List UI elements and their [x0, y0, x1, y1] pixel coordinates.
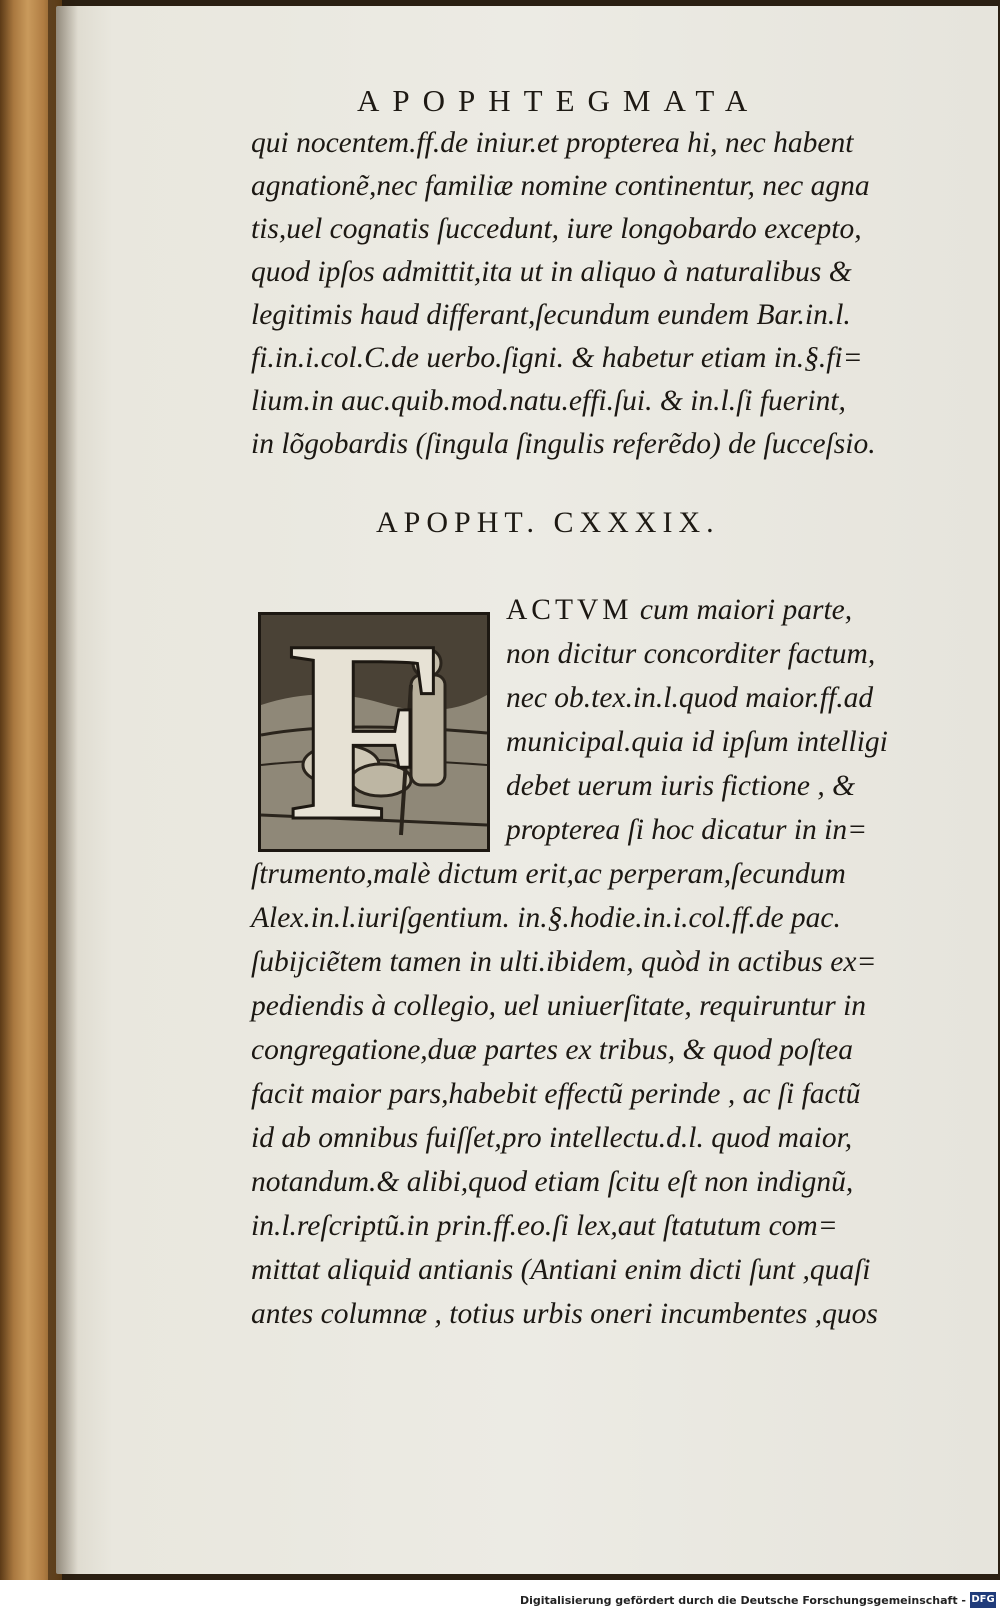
- text-line: agnationẽ,nec familiæ nomine continentur, nec agna: [251, 170, 870, 202]
- text-line: nec ob.tex.in.l.quod maior.ff.ad: [506, 682, 874, 714]
- text-line: municipal.quia id ipſum intelligi: [506, 726, 888, 758]
- text-line-rest: cum maiori parte,: [632, 594, 853, 626]
- text-line: in.l.reſcriptũ.in prin.ff.eo.ſi lex,aut ſtatutum com=: [251, 1210, 838, 1242]
- text-line: in lõgobardis (ſingula ſingulis referẽdo) de ſucceſsio.: [251, 428, 876, 460]
- gutter-shadow: [48, 0, 78, 1580]
- text-line: pediendis à collegio, uel uniuerſitate, requiruntur in: [251, 990, 867, 1022]
- first-word: ACTVM: [506, 594, 633, 626]
- running-head: APOPHTEGMATA: [357, 83, 761, 118]
- text-line: quod ipſos admittit,ita ut in aliquo à naturalibus &: [251, 256, 852, 288]
- text-line: notandum.& alibi,quod etiam ſcitu eſt non indignũ,: [251, 1166, 854, 1198]
- text-line: [506, 594, 852, 627]
- text-line: congregatione,duæ partes ex tribus, & quod poſtea: [251, 1034, 853, 1066]
- text-line: antes columnæ , totius urbis oneri incumbentes ,quos: [251, 1298, 878, 1330]
- text-line: facit maior pars,habebit effectũ perinde , ac ſi factũ: [251, 1078, 861, 1110]
- text-line: ſubijciẽtem tamen in ulti.ibidem, quòd in actibus ex=: [251, 946, 877, 978]
- text-line: tis,uel cognatis ſuccedunt, iure longobardo excepto,: [251, 213, 862, 245]
- text-line: id ab omnibus fuiſſet,pro intellectu.d.l. quod maior,: [251, 1122, 853, 1154]
- dfg-logo: DFG: [970, 1592, 996, 1608]
- text-line: debet uerum iuris fictione , &: [506, 770, 856, 802]
- text-line: qui nocentem.ff.de iniur.et propterea hi, nec habent: [251, 127, 854, 159]
- section-heading: APOPHT. CXXXIX.: [376, 506, 720, 539]
- text-line: fi.in.i.col.C.de uerbo.ſigni. & habetur etiam in.§.fi=: [251, 342, 863, 374]
- text-line: lium.in auc.quib.mod.natu.effi.ſui. & in.l.ſi fuerint,: [251, 385, 846, 417]
- text-line: ſtrumento,malè dictum erit,ac perperam,ſecundum: [251, 858, 846, 890]
- initial-letter: F: [287, 612, 446, 852]
- text-line: legitimis haud differant,ſecundum eundem Bar.in.l.: [251, 299, 851, 331]
- digitization-credit: Digitalisierung gefördert durch die Deutsche Forschungsgemeinschaft -: [519, 1594, 966, 1607]
- text-line: mittat aliquid antianis (Antiani enim dicti ſunt ,quaſi: [251, 1254, 871, 1286]
- text-line: non dicitur concorditer factum,: [506, 638, 876, 670]
- woodcut-initial: [258, 612, 490, 852]
- text-line: Alex.in.l.iuriſgentium. in.§.hodie.in.i.col.ff.de pac.: [251, 902, 841, 934]
- text-line: propterea ſi hoc dicatur in in=: [506, 814, 868, 846]
